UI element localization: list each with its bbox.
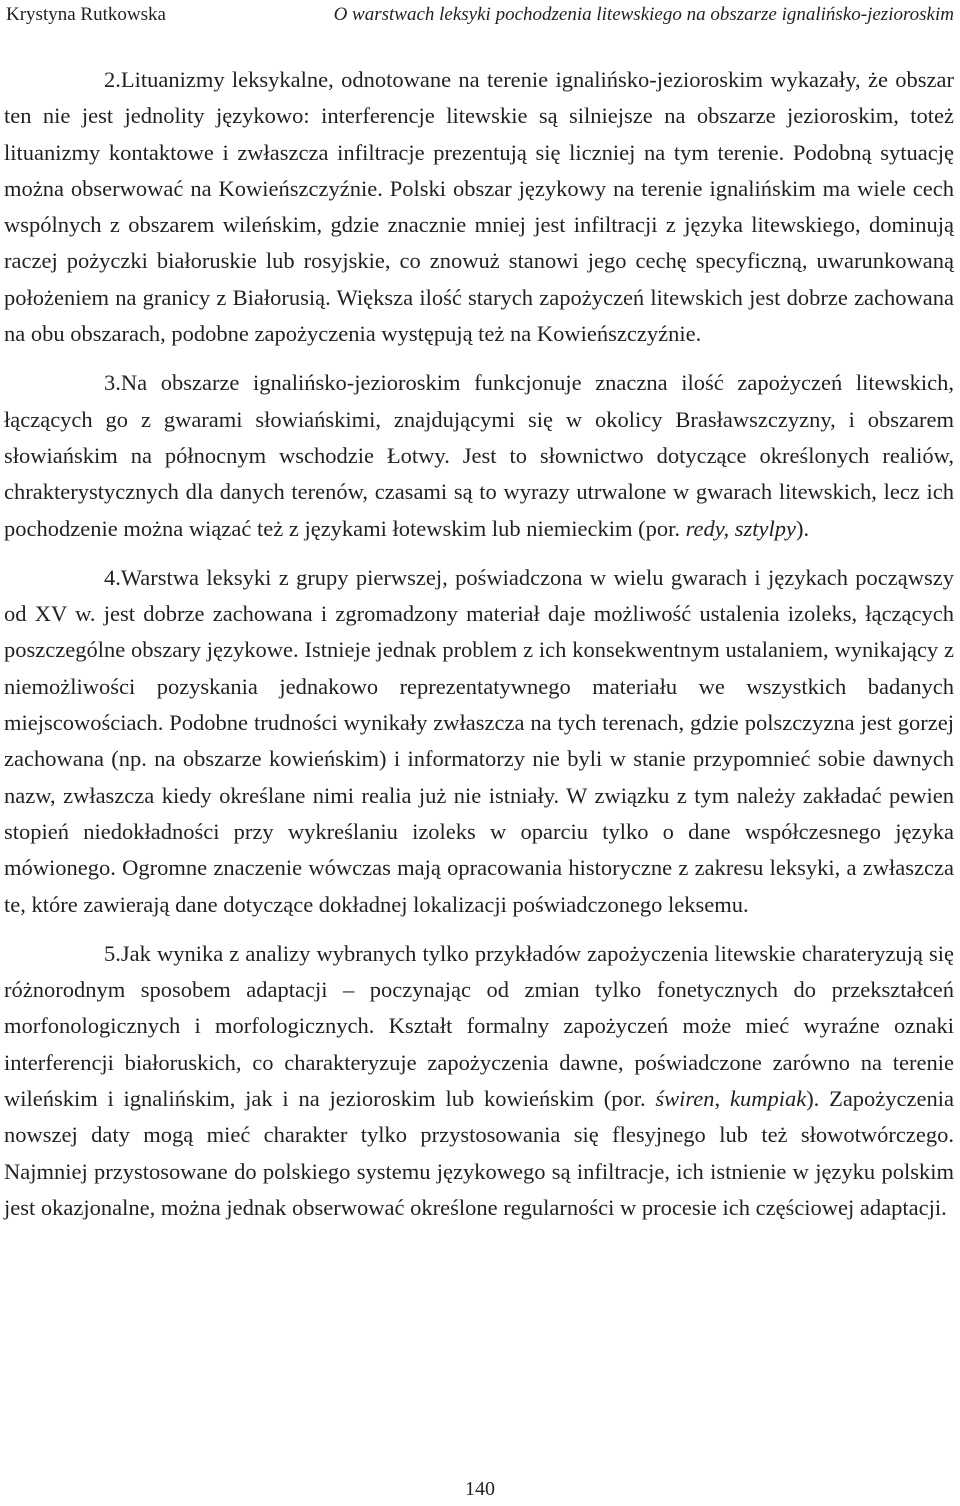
header-title: O warstwach leksyki pochodzenia litewskiego na obszarze ignalińsko-jezioroskim: [333, 4, 954, 25]
running-header: [6, 2, 954, 28]
paragraph-italic-example-2: kumpiak: [729, 1086, 807, 1112]
paragraph-text: Na obszarze ignalińsko-jezioroskim funkcjonuje znaczna ilość zapożyczeń litewskich, łączących go z gwarami słowiańskimi, znajdującymi się w okolicy Brasławszczyzny, i obszarem słowiańskim na północnym wschodzie Łotwy. Jest to słownictwo dotyczące określonych realiów, chrakterystycznych dla danych terenów, czasami są to wyrazy utrwalone w gwarach litewskich, lecz ich pochodzenie można wiązać też z językami łotewskim lub niemieckim (por.: [4, 370, 954, 541]
page-number: 140: [465, 1478, 495, 1500]
paragraph-text-continued: Polski obszar językowy na terenie ignalińskim ma wiele cech wspólnych z obszarem wileńskim, gdzie znacznie mniej jest infiltracji z języka litewskiego, dominują raczej pożyczki białoruskie lub rosyjskie, co znowuż stanowi jego cechę specyficzną, uwarunkowaną położeniem na granicy z Białorusią. Większa ilość starych zapożyczeń litewskich jest dobrze zachowana na obu obszarach, podobne zapożyczenia występują też na Kowieńszczyźnie.: [4, 175, 954, 347]
paragraph-number: 3.: [104, 370, 121, 396]
paragraph-2: [4, 62, 954, 352]
paragraph-text-end: ). Zapożyczenia nowszej daty mogą mieć charakter tylko przystosowania się flesyjnego lub też słowotwórczego. Najmniej przystosowane do polskiego systemu językowego są infiltracje, ich istnienie w języku polskim jest okazjonalne, można jednak obserwować określone regularności w procesie ich częściowej adaptacji.: [4, 1086, 954, 1220]
paragraph-text: Jak wynika z analizy wybranych tylko przykładów zapożyczenia litewskie charateryzują się różnorodnym sposobem adaptacji – poczynając od zmian tylko fonetycznych do przekształceń morfonologicznych i morfologicznych. Kształt formalny zapożyczeń może mieć wyraźne oznaki interferencji białoruskich, co charakteryzuje zapożyczenia dawne, poświadczone zarówno na terenie wileńskim i ignalińskim, jak i na jezioroskim lub kowieńskim (por.: [4, 940, 954, 1112]
paragraph-4: [4, 560, 954, 923]
paragraph-number: 2.: [104, 67, 121, 92]
paragraph-text: Warstwa leksyki z grupy pierwszej, poświadczona w wielu gwarach i językach począwszy od XV w. jest dobrze zachowana i zgromadzony materiał daje możliwość ustalenia izoleks, łączących poszczególne obszary językowe. Istnieje jednak problem z ich konsekwentnym ustalaniem, wynikający z niemożliwości pozyskania jednakowo reprezentatywnego materiału we wszystkich badanych miejscowościach. Podobne trudności wynikały zwłaszcza na tych terenach, gdzie polszczyzna jest gorzej zachowana (np. na obszarze kowieńskim) i informatorzy nie byli w stanie przypomnieć sobie dawnych nazw, zwłaszcza kiedy określane nimi realia już nie istniały. W związku z tym należy zakładać pewien stopień niedokładności przy wykreślaniu izoleks w oparciu tylko o dane współczesnego języka mówionego. Ogromne znaczenie wówczas mają opracowania historyczne z zakresu leksyki, a zwłaszcza te, które zawierają dane dotyczące dokładnej lokalizacji poświadczonego leksemu.: [4, 564, 954, 917]
paragraph-5: [4, 936, 954, 1226]
paragraph-italic-example: redy, sztylpy: [685, 515, 797, 541]
paragraph-number: 4.: [104, 564, 121, 590]
paragraph-text: Lituanizmy leksykalne, odnotowane na terenie ignalińsko-jezioroskim wykazały, że obszar ten nie jest jednolity językowo: interferencje litewskie są silniejsze na obszarze jezioroskim, toteż lituanizmy kontaktowe i zwłaszcza infiltracje prezentują się liczniej na tym terenie. Podobną sytuację można obserwować na Kowieńszczyźnie.: [4, 67, 954, 201]
paragraph-text-end: ).: [796, 515, 810, 541]
main-text: [4, 62, 954, 1226]
paragraph-3: [4, 365, 954, 546]
header-author: Krystyna Rutkowska: [6, 4, 166, 25]
paragraph-separator: ,: [714, 1086, 730, 1112]
paragraph-number: 5.: [104, 940, 121, 966]
paragraph-italic-example: świren: [655, 1086, 715, 1112]
